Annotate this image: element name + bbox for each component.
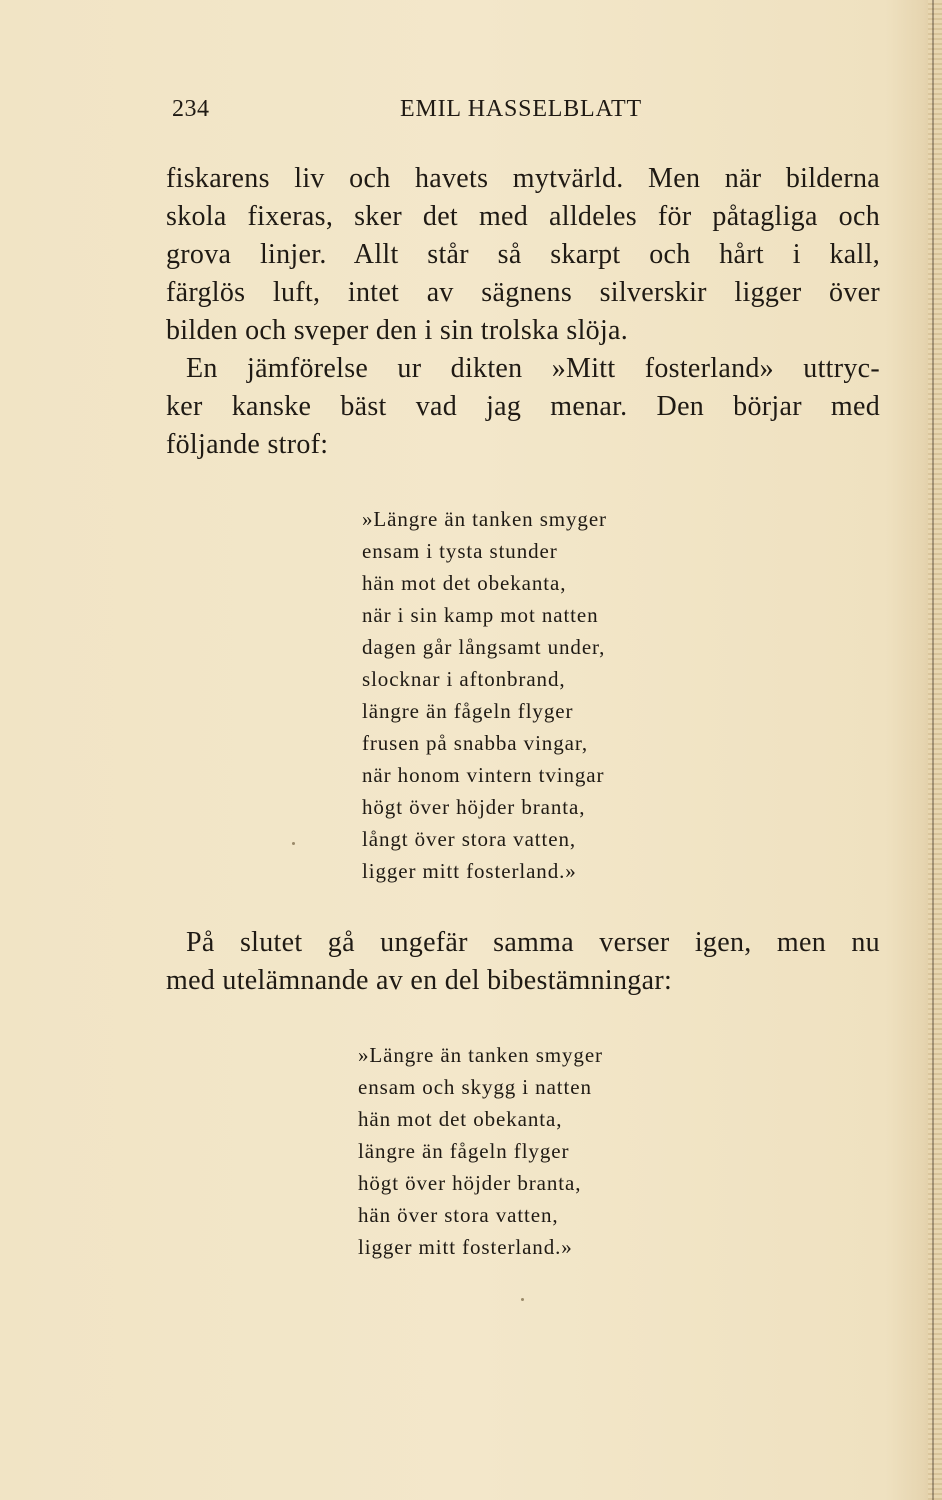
poem-stanza-2: [358, 1039, 603, 1263]
prose-block-1: [166, 160, 880, 464]
poem-line: hän mot det obekanta,: [362, 571, 567, 595]
poem-stanza-1: [362, 503, 607, 887]
poem-line: »Längre än tanken smyger: [358, 1043, 603, 1067]
poem-line: högt över höjder branta,: [362, 795, 586, 819]
prose-line: färglös luft, intet av sägnens silverskir ligger över: [166, 277, 880, 308]
poem-line: längre än fågeln flyger: [362, 699, 574, 723]
prose-block-2: [166, 924, 880, 1000]
prose-line: grova linjer. Allt står så skarpt och hårt i kall,: [166, 239, 880, 270]
prose-line: följande strof:: [166, 429, 329, 460]
poem-line: ensam i tysta stunder: [362, 539, 558, 563]
paper-speck: [292, 842, 295, 845]
page-number: 234: [172, 96, 210, 122]
page-edge: [928, 0, 942, 1500]
poem-line: längre än fågeln flyger: [358, 1139, 570, 1163]
poem-line: ligger mitt fosterland.»: [362, 859, 577, 883]
poem-line: ligger mitt fosterland.»: [358, 1235, 573, 1259]
poem-line: ensam och skygg i natten: [358, 1075, 592, 1099]
poem-line: långt över stora vatten,: [362, 827, 577, 851]
poem-line: när honom vintern tvingar: [362, 763, 605, 787]
prose-line: bilden och sveper den i sin trolska slöja.: [166, 315, 629, 346]
page-edge-shadow: [932, 0, 934, 1500]
poem-line: frusen på snabba vingar,: [362, 731, 589, 755]
prose-line: På slutet gå ungefär samma verser igen, men nu: [186, 927, 880, 958]
prose-line: skola fixeras, sker det med alldeles för påtagliga och: [166, 201, 880, 232]
running-title: EMIL HASSELBLATT: [400, 96, 642, 122]
prose-line: med utelämnande av en del bibestämningar:: [166, 965, 673, 996]
prose-line: En jämförelse ur dikten »Mitt fosterland» uttryc-: [186, 353, 880, 384]
paper-speck: [521, 1298, 524, 1301]
poem-line: när i sin kamp mot natten: [362, 603, 599, 627]
poem-line: slocknar i aftonbrand,: [362, 667, 566, 691]
poem-line: hän över stora vatten,: [358, 1203, 559, 1227]
poem-line: »Längre än tanken smyger: [362, 507, 607, 531]
prose-line: fiskarens liv och havets mytvärld. Men när bilderna: [166, 163, 880, 194]
page-header: [172, 96, 880, 132]
poem-line: dagen går långsamt under,: [362, 635, 606, 659]
prose-line: ker kanske bäst vad jag menar. Den börjar med: [166, 391, 880, 422]
poem-line: hän mot det obekanta,: [358, 1107, 563, 1131]
poem-line: högt över höjder branta,: [358, 1171, 582, 1195]
